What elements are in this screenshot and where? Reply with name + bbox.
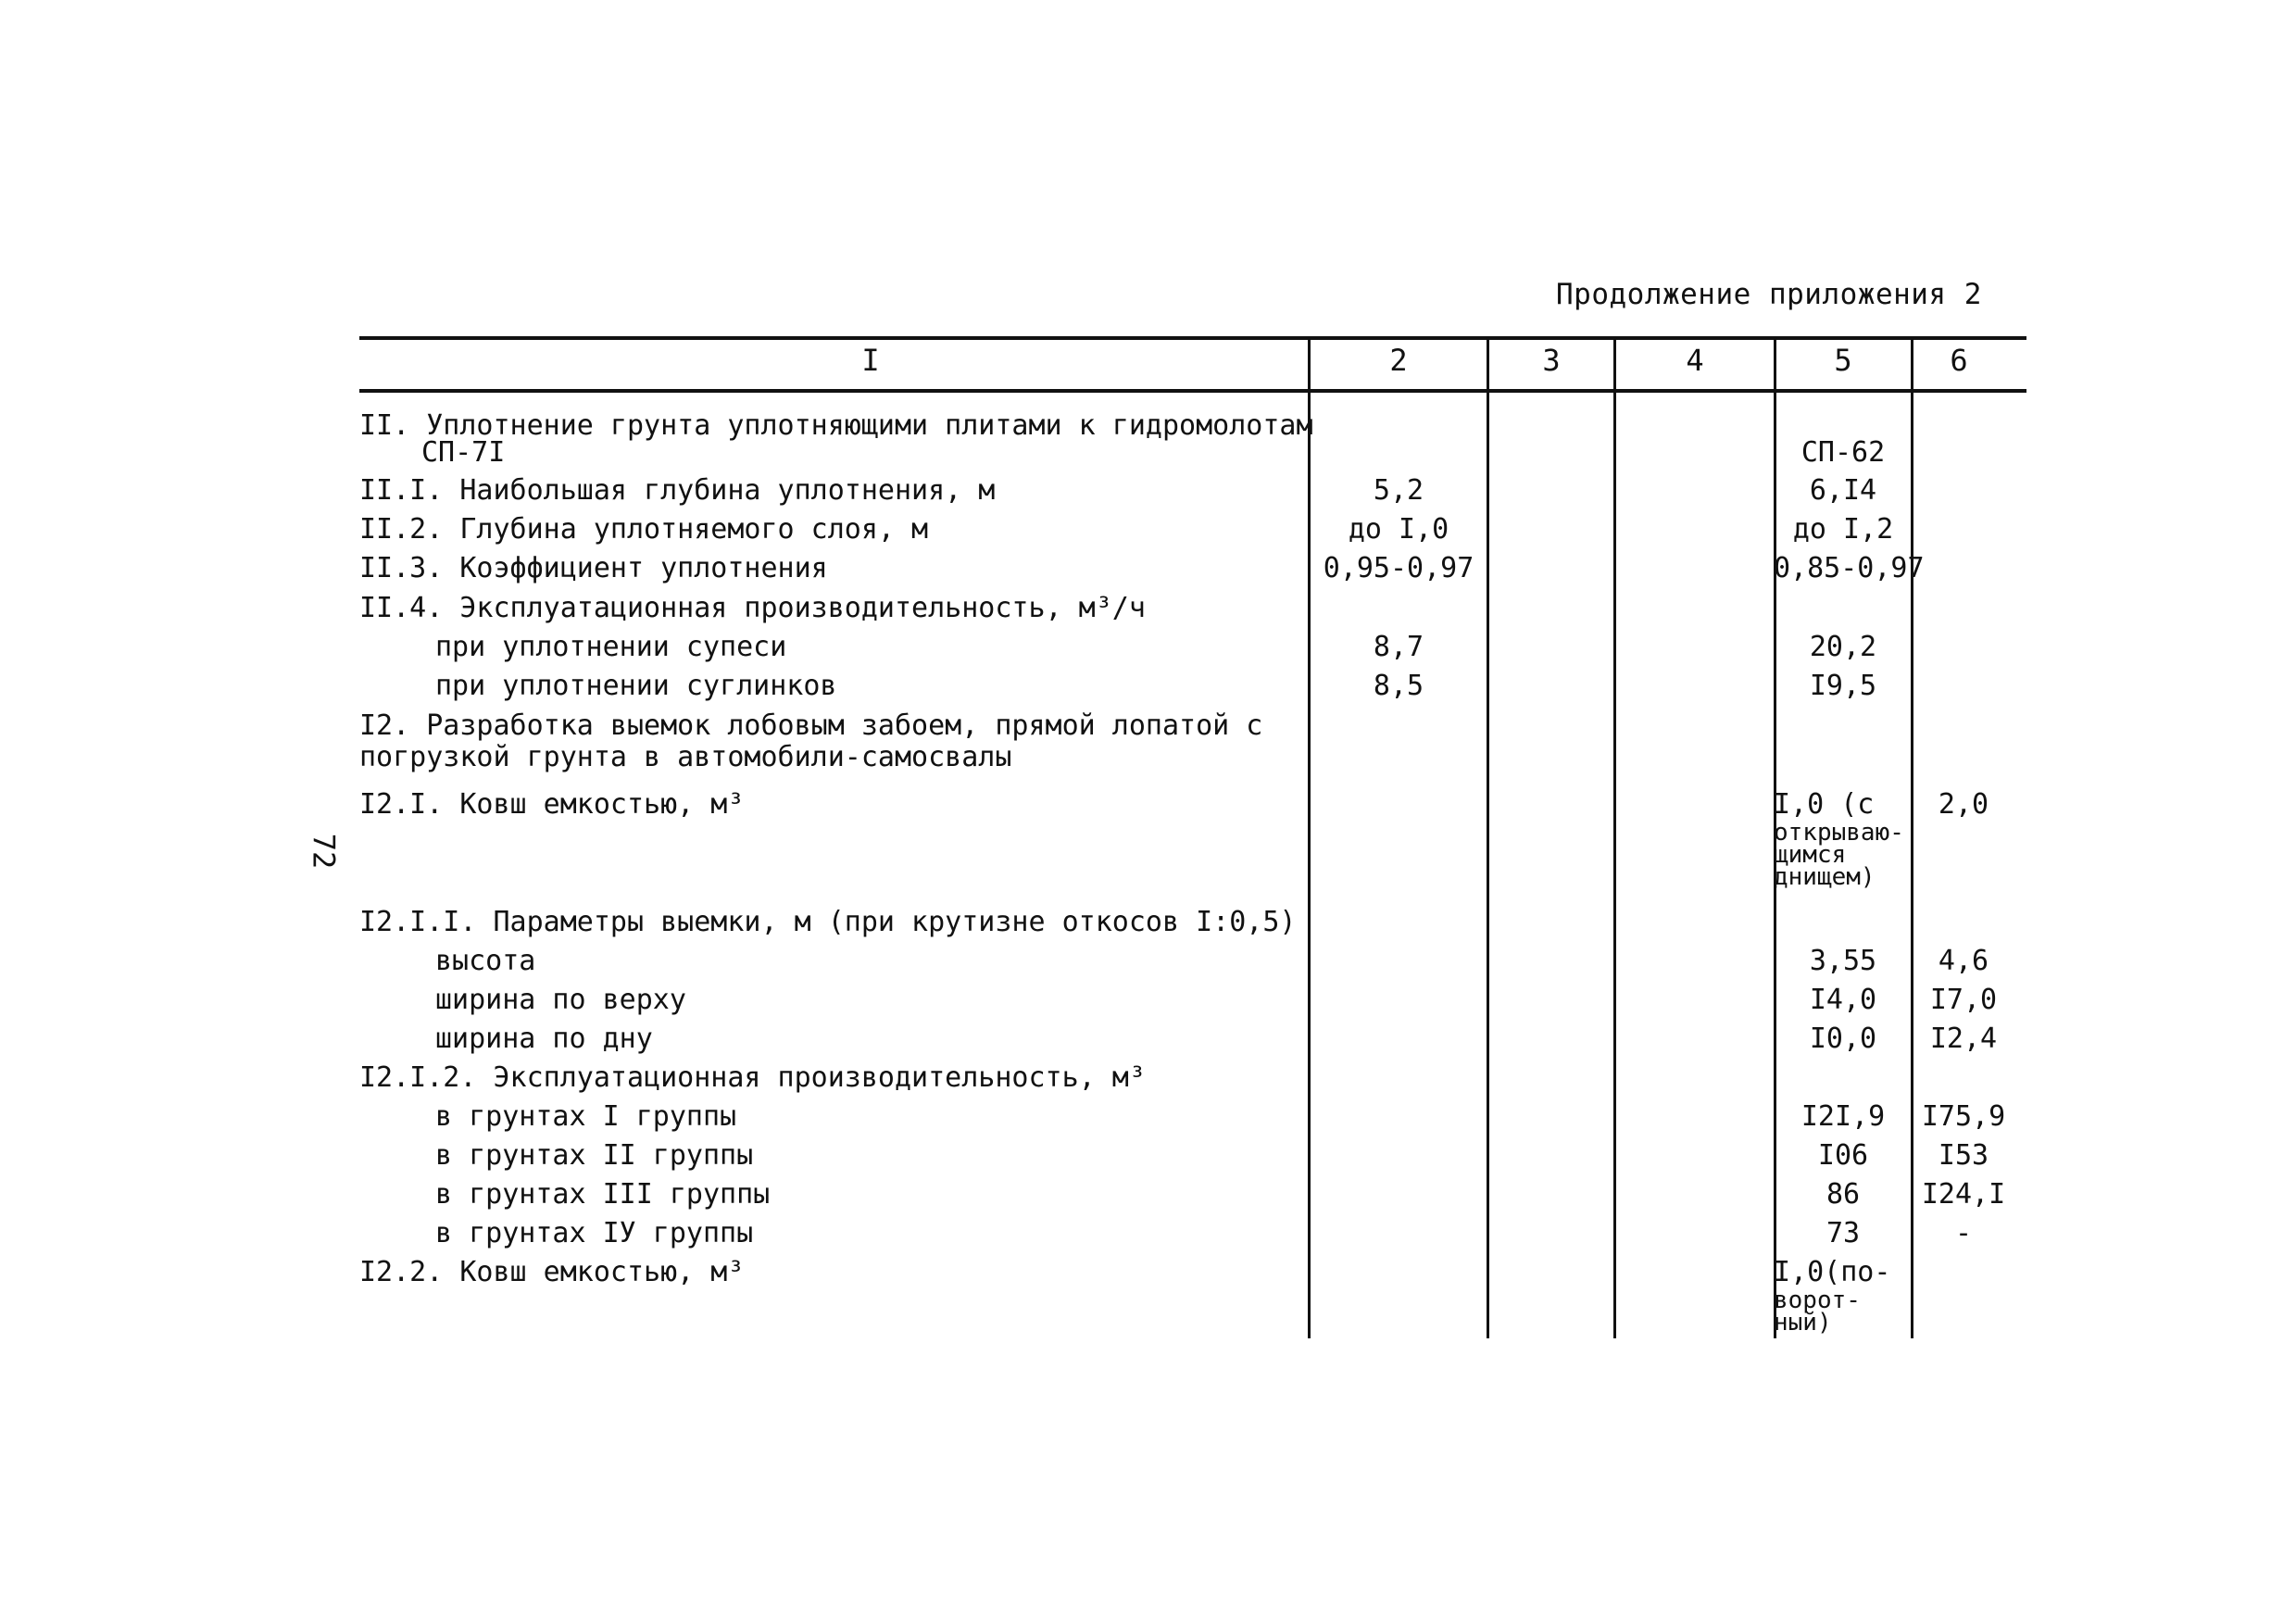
row-12-2-col5-line2: ворот- [1774, 1286, 1861, 1314]
row-11-1-label: II.I. Наибольшая глубина уплотнения, м [359, 474, 996, 507]
header-col-1: I [861, 343, 880, 378]
row-soil-group-4-col6: - [1954, 1217, 1973, 1249]
row-12-1-col5-line4: днищем) [1774, 863, 1876, 891]
header-col-3: 3 [1542, 343, 1561, 378]
row-12-label-cont: погрузкой грунта в автомобили-самосвалы [359, 741, 1012, 773]
row-soil-group-1-label: в грунтах I группы [435, 1100, 737, 1133]
header-col-2: 2 [1389, 343, 1408, 378]
column-divider-2-3 [1487, 338, 1489, 1338]
row-height-col6: 4,6 [1938, 945, 1989, 977]
row-12-1-col6: 2,0 [1938, 788, 1989, 821]
row-11-4-sandy-col5: 20,2 [1809, 631, 1877, 663]
row-soil-group-4-col5: 73 [1826, 1217, 1861, 1249]
row-11-3-label: II.3. Коэффициент уплотнения [359, 552, 828, 584]
table-caption: Продолжение приложения 2 [1556, 278, 1982, 311]
row-soil-group-2-label: в грунтах II группы [435, 1139, 754, 1172]
row-12-label: I2. Разработка выемок лобовым забоем, прямой лопатой с [359, 709, 1263, 742]
row-11-4-loam-col2: 8,5 [1373, 670, 1424, 702]
row-height-col5: 3,55 [1809, 945, 1877, 977]
row-12-2-label: I2.2. Ковш емкостью, м³ [359, 1256, 745, 1288]
row-11-3-col2: 0,95-0,97 [1323, 552, 1474, 584]
row-12-1-col5: I,0 (с [1774, 788, 1875, 821]
row-soil-group-2-col5: I06 [1817, 1139, 1869, 1172]
row-soil-group-1-col6: I75,9 [1921, 1100, 2006, 1133]
row-top-width-label: ширина по верху [435, 984, 686, 1016]
row-11-col5: СП-62 [1800, 436, 1886, 469]
row-11-2-label: II.2. Глубина уплотняемого слоя, м [359, 513, 929, 546]
row-soil-group-3-col5: 86 [1826, 1178, 1861, 1211]
table-header-rule [359, 389, 2026, 393]
row-height-label: высота [435, 945, 536, 977]
row-soil-group-1-col5: I2I,9 [1800, 1100, 1886, 1133]
row-11-3-col5: 0,85-0,97 [1774, 552, 1925, 584]
row-11-4-sandy-col2: 8,7 [1373, 631, 1424, 663]
row-soil-group-4-label: в грунтах IУ группы [435, 1217, 754, 1249]
header-col-5: 5 [1834, 343, 1852, 378]
row-bottom-width-col5: I0,0 [1809, 1023, 1877, 1055]
row-soil-group-2-col6: I53 [1938, 1139, 1989, 1172]
row-11-label: II. Уплотнение грунта уплотняющими плитами к гидромолотам [359, 409, 1313, 442]
row-12-2-col5: I,0(по- [1774, 1256, 1891, 1288]
page-number: 72 [306, 833, 342, 870]
row-11-2-col2: до I,0 [1348, 513, 1449, 546]
row-11-1-col2: 5,2 [1373, 474, 1424, 507]
row-12-1-1-label: I2.I.I. Параметры выемки, м (при крутизне откосов I:0,5) [359, 906, 1297, 938]
row-soil-group-3-label: в грунтах III группы [435, 1178, 771, 1211]
row-12-1-label: I2.I. Ковш емкостью, м³ [359, 788, 745, 821]
row-11-4-label: II.4. Эксплуатационная производительность, м³/ч [359, 592, 1146, 624]
row-top-width-col5: I4,0 [1809, 984, 1877, 1016]
row-12-2-col5-line3: ный) [1774, 1309, 1832, 1337]
row-bottom-width-label: ширина по дну [435, 1023, 653, 1055]
row-11-4-sandy-label: при уплотнении супеси [435, 631, 787, 663]
row-top-width-col6: I7,0 [1929, 984, 1998, 1016]
row-bottom-width-col6: I2,4 [1929, 1023, 1998, 1055]
row-soil-group-3-col6: I24,I [1921, 1178, 2006, 1211]
row-11-4-loam-label: при уплотнении суглинков [435, 670, 837, 702]
table-top-rule [359, 336, 2026, 340]
row-12-1-col5-line3: щимся [1774, 841, 1847, 869]
header-col-4: 4 [1686, 343, 1704, 378]
row-11-2-col5: до I,2 [1792, 513, 1894, 546]
row-11-1-col5: 6,I4 [1809, 474, 1877, 507]
row-12-1-2-label: I2.I.2. Эксплуатационная производительность, м³ [359, 1061, 1146, 1094]
column-divider-3-4 [1613, 338, 1616, 1338]
row-11-label-cont: СП-7I [421, 436, 506, 469]
header-col-6: 6 [1950, 343, 1968, 378]
row-12-1-col5-line2: открываю- [1774, 819, 1904, 847]
row-11-4-loam-col5: I9,5 [1809, 670, 1877, 702]
